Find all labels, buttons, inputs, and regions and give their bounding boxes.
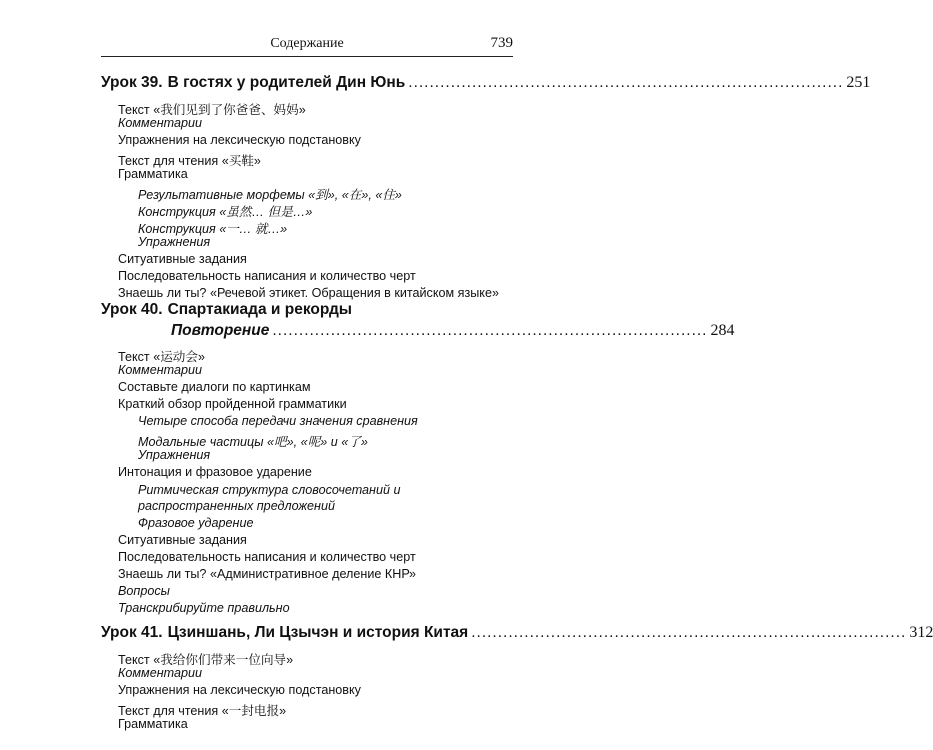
leader-dots: .................................................................................. — [408, 74, 844, 91]
header-page-number: 739 — [490, 35, 513, 51]
lesson-title: Спартакиада и рекорды — [167, 301, 353, 318]
toc-entry: Комментарии — [118, 363, 202, 377]
toc-subentry: Конструкция «一… 就…» — [138, 222, 288, 236]
toc-subentry: Конструкция «虽然… 但是…» — [138, 205, 313, 219]
lesson-39-heading[interactable] — [101, 74, 871, 96]
toc-subentry: Результативные морфемы «到», «在», «住» — [138, 188, 402, 202]
toc-entry: Ситуативные задания — [118, 252, 247, 266]
lesson-41-heading[interactable] — [101, 624, 933, 646]
toc-entry: Последовательность написания и количество черт — [118, 550, 416, 564]
lesson-40-subtitle[interactable] — [171, 322, 735, 344]
toc-entry: Текст для чтения «一封电报» — [118, 704, 287, 718]
toc-entry: Последовательность написания и количество черт — [118, 269, 416, 283]
lesson-subtitle: Повторение — [171, 322, 270, 339]
toc-entry: Текст «我们见到了你爸爸、妈妈» — [118, 103, 306, 117]
toc-entry: Транскрибируйте правильно — [118, 601, 290, 615]
toc-entry: Текст «我给你们带来一位向导» — [118, 653, 294, 667]
toc-entry: Упражнения на лексическую подстановку — [118, 133, 361, 147]
toc-entry: Грамматика — [118, 167, 188, 181]
lesson-page: 284 — [710, 322, 735, 339]
lesson-page: 312 — [909, 624, 933, 641]
toc-entry: Краткий обзор пройденной грамматики — [118, 397, 347, 411]
toc-subentry: Ритмическая структура словосочетаний и распространенных предложений — [138, 483, 401, 513]
leader-dots: .................................................................................. — [471, 624, 907, 641]
toc-entry: Составьте диалоги по картинкам — [118, 380, 311, 394]
toc-entry: Знаешь ли ты? «Речевой этикет. Обращения в китайском языке» — [118, 286, 499, 300]
toc-entry: Комментарии — [118, 666, 202, 680]
toc-entry: Знаешь ли ты? «Административное деление КНР» — [118, 567, 417, 581]
toc-subentry: Фразовое ударение — [138, 516, 254, 530]
toc-entry: Грамматика — [118, 717, 188, 731]
toc-subentry: Модальные частицы «吧», «呢» и «了» — [138, 435, 368, 449]
lesson-label: Урок 39. — [101, 74, 163, 91]
toc-subentry: Упражнения — [138, 448, 211, 462]
lesson-label: Урок 40. — [101, 301, 163, 318]
toc-entry: Комментарии — [118, 116, 202, 130]
toc-entry: Интонация и фразовое ударение — [118, 465, 312, 479]
toc-subentry: Четыре способа передачи значения сравнения — [138, 414, 418, 428]
toc-subentry: Упражнения — [138, 235, 211, 249]
lesson-40-heading[interactable] — [101, 301, 513, 323]
header-title: Содержание — [270, 36, 344, 51]
lesson-label: Урок 41. — [101, 624, 163, 641]
toc-entry: Упражнения на лексическую подстановку — [118, 683, 361, 697]
lesson-title: Цзиншань, Ли Цзычэн и история Китая — [167, 624, 469, 641]
leader-dots: .................................................................................. — [272, 322, 708, 339]
page-header — [101, 30, 513, 57]
toc-entry: Вопросы — [118, 584, 170, 598]
lesson-page: 251 — [846, 74, 871, 91]
lesson-title: В гостях у родителей Дин Юнь — [167, 74, 406, 91]
toc-entry: Текст для чтения «买鞋» — [118, 154, 261, 168]
toc-entry: Ситуативные задания — [118, 533, 247, 547]
toc-entry: Текст «运动会» — [118, 350, 205, 364]
